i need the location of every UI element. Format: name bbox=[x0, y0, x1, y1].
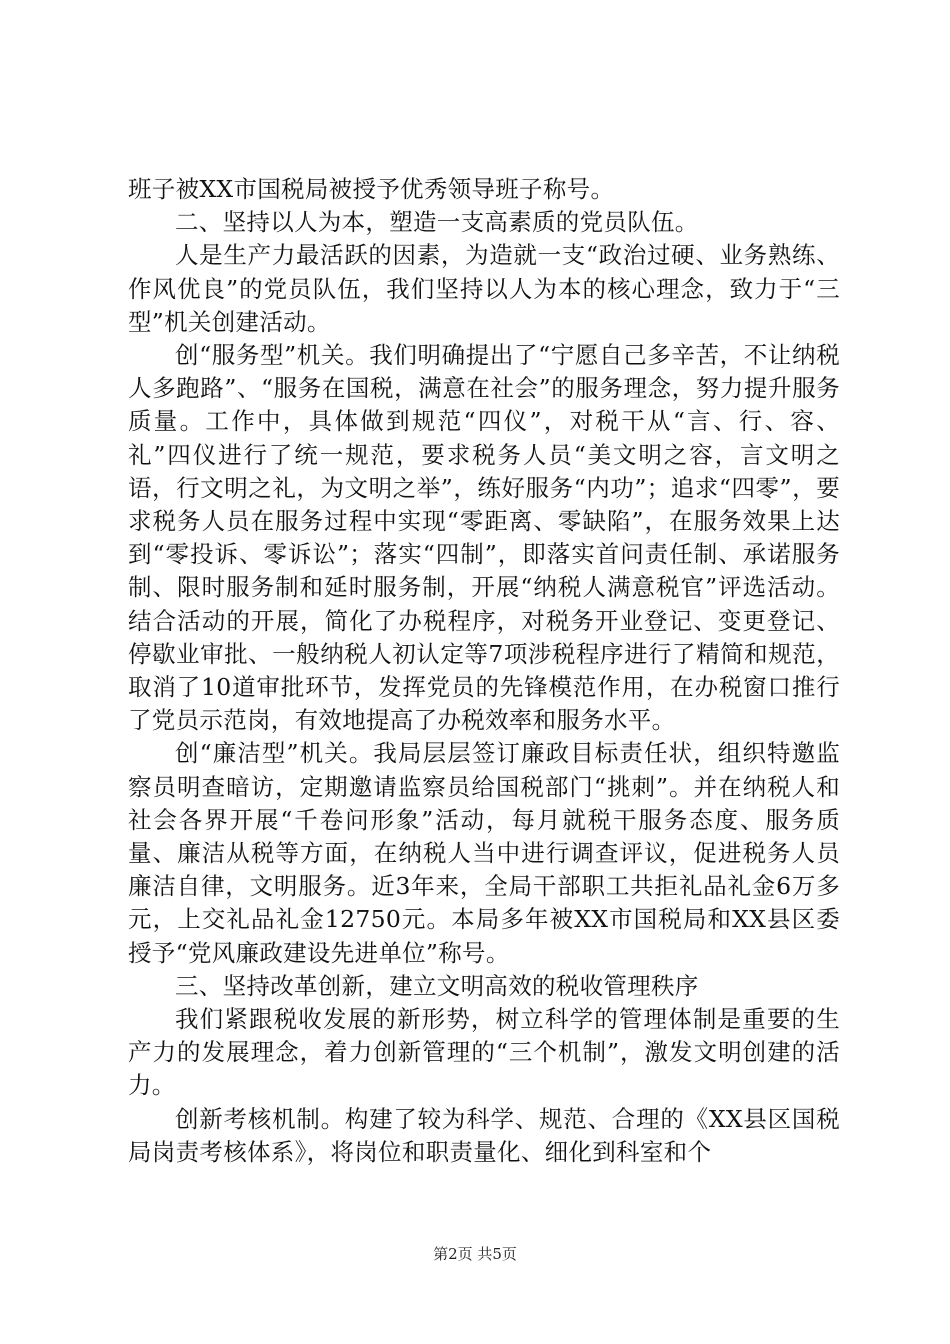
page-footer: 第2页 共5页 bbox=[433, 1245, 517, 1263]
paragraph: 创“服务型”机关。我们明确提出了“宁愿自己多辛苦，不让纳税人多跑路”、“服务在国税，满意在社会”的服务理念，努力提升服务质量。工作中，具体做到规范“四仪”，对税干从“言、行、容、礼”四仪进行了统一规范，要求税务人员“美文明之容，言文明之语，行文明之礼，为文明之举”，练好服务“内功”；追求“四零”，要求税务人员在服务过程中实现“零距离、零缺陷”，在服务效果上达到“零投诉、零诉讼”；落实“四制”，即落实首问责任制、承诺服务制、限时服务制和延时服务制，开展“纳税人满意税官”评选活动。结合活动的开展，简化了办税程序，对税务开业登记、变更登记、停歇业审批、一般纳税人初认定等7项涉税程序进行了精简和规范，取消了10道审批环节，发挥党员的先锋模范作用，在办税窗口推行了党员示范岗，有效地提高了办税效率和服务水平。 bbox=[128, 341, 840, 735]
paragraph: 我们紧跟税收发展的新形势，树立科学的管理体制是重要的生产力的发展理念，着力创新管理的“三个机制”，激发文明创建的活力。 bbox=[128, 1005, 840, 1100]
section-heading-3: 三、坚持改革创新，建立文明高效的税收管理秩序 bbox=[175, 971, 699, 1000]
section-heading-2: 二、坚持以人为本，塑造一支高素质的党员队伍。 bbox=[175, 208, 699, 237]
paragraph: 创“廉洁型”机关。我局层层签订廉政目标责任状，组织特邀监察员明查暗访，定期邀请监察员给国税部门“挑刺”。并在纳税人和社会各界开展“千卷问形象”活动，每月就税干服务态度、服务质量、廉洁从税等方面，在纳税人当中进行调查评议，促进税务人员廉洁自律，文明服务。近3年来，全局干部职工共拒礼品礼金6万多元，上交礼品礼金12750元。本局多年被XX市国税局和XX县区委授予“党风廉政建设先进单位”称号。 bbox=[128, 739, 840, 967]
paragraph: 创新考核机制。构建了较为科学、规范、合理的《XX县区国税局岗责考核体系》，将岗位和职责量化、细化到科室和个 bbox=[128, 1104, 840, 1166]
paragraph-continuation: 班子被XX市国税局被授予优秀领导班子称号。 bbox=[128, 175, 615, 203]
paragraph: 人是生产力最活跃的因素，为造就一支“政治过硬、业务熟练、作风优良”的党员队伍，我们坚持以人为本的核心理念，致力于“三型”机关创建活动。 bbox=[128, 241, 840, 336]
document-body bbox=[128, 173, 840, 1169]
